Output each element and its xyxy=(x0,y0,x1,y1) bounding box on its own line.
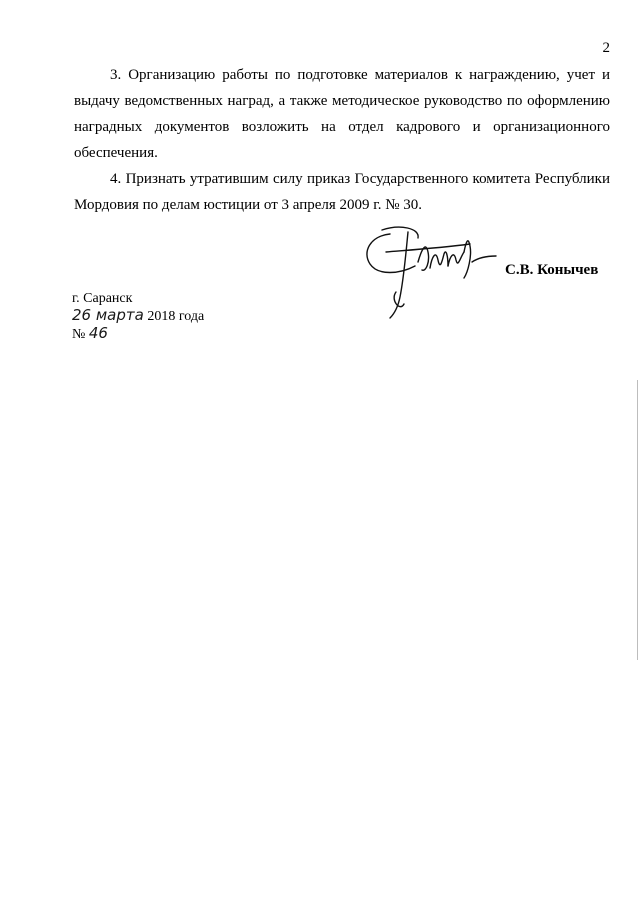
page-number: 2 xyxy=(602,40,610,56)
place-date-block xyxy=(72,290,204,343)
place-of-issue: г. Саранск xyxy=(72,291,133,306)
handwritten-signature xyxy=(360,222,500,322)
date-year: 2018 года xyxy=(143,309,205,324)
number-label: № xyxy=(72,327,86,342)
signature-block xyxy=(360,222,620,332)
document-body xyxy=(74,62,610,218)
paragraph-4: 4. Признать утратившим силу приказ Государственного комитета Республики Мордовия по делам юстиции от 3 апреля 2009 г. № 30. xyxy=(74,171,610,213)
handwritten-date: 26 марта xyxy=(72,306,144,324)
handwritten-number: 46 xyxy=(88,324,108,342)
signer-name: С.В. Конычев xyxy=(505,262,599,278)
scan-edge-line xyxy=(637,380,638,660)
issue-date-line xyxy=(72,307,204,325)
order-number-line xyxy=(72,325,204,343)
paragraph-3: 3. Организацию работы по подготовке материалов к награждению, учет и выдачу ведомственных наград, а также методическое руководство по оформлению наградных документов возложить на отдел кадрового и организационного обеспечения. xyxy=(74,67,610,161)
